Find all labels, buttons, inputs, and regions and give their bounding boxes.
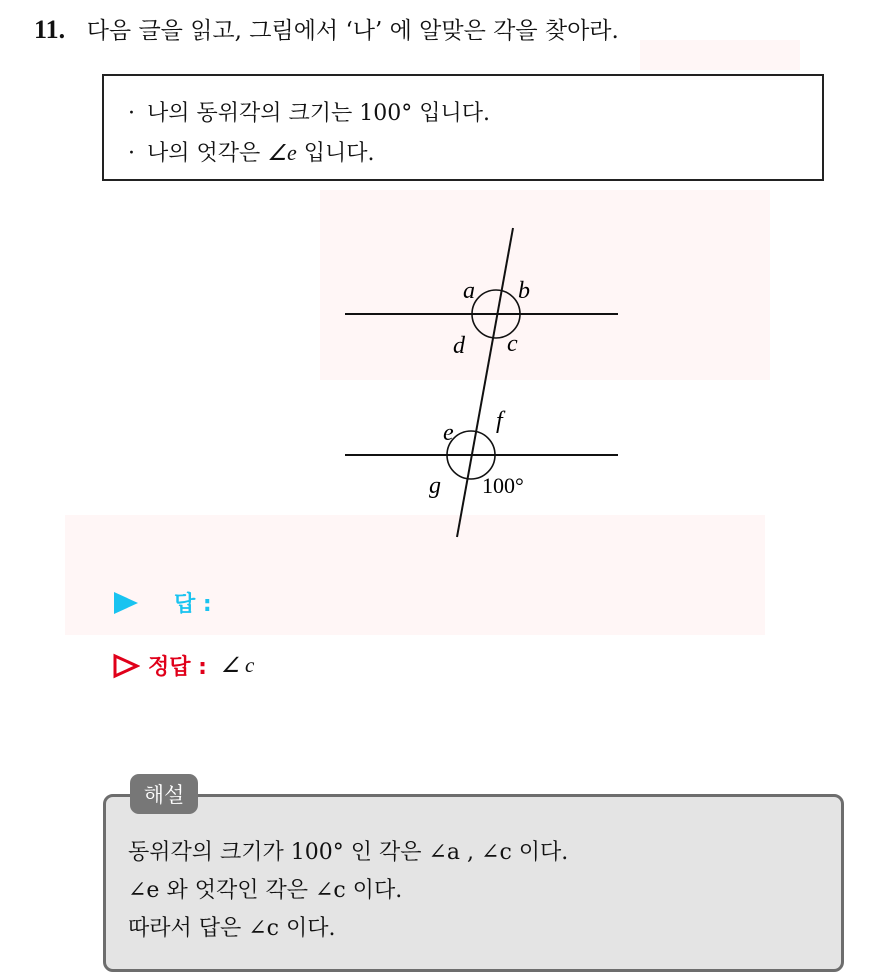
angle-label-c: c bbox=[507, 331, 518, 357]
condition-text: 나의 엇각은 bbox=[147, 141, 268, 166]
condition-line-2 bbox=[128, 136, 375, 167]
answer-label: 답 : bbox=[174, 592, 212, 617]
angle-label-g: g bbox=[429, 473, 441, 499]
correct-answer-label: 정답 : bbox=[148, 655, 207, 680]
explanation-line-3: 따라서 답은 ∠c 이다. bbox=[128, 916, 336, 941]
angle-label-a: a bbox=[463, 278, 475, 304]
explanation-box bbox=[103, 794, 844, 972]
background-patch bbox=[640, 40, 800, 70]
explanation-line-2: ∠e 와 엇각인 각은 ∠c 이다. bbox=[128, 878, 403, 903]
condition-box bbox=[102, 74, 824, 181]
explanation-tag: 해설 bbox=[130, 774, 198, 814]
parallel-lines-figure bbox=[330, 220, 630, 545]
condition-text: 나의 동위각의 크기는 100° 입니다. bbox=[147, 101, 490, 126]
angle-label-e: e bbox=[443, 420, 454, 446]
correct-answer-arrow-icon bbox=[112, 653, 140, 679]
condition-line-1 bbox=[128, 96, 490, 127]
explanation-line-1: 동위각의 크기가 100° 인 각은 ∠a , ∠c 이다. bbox=[128, 840, 569, 865]
angle-label-d: d bbox=[453, 333, 465, 359]
question-number: 11. bbox=[34, 15, 66, 44]
angle-label-b: b bbox=[518, 278, 530, 304]
condition-text: 입니다. bbox=[296, 141, 375, 166]
answer-row bbox=[112, 587, 428, 618]
answer-arrow-icon bbox=[112, 590, 140, 616]
angle-value-label: 100° bbox=[482, 473, 524, 498]
question-header bbox=[34, 12, 619, 45]
angle-symbol: ∠e bbox=[267, 140, 297, 165]
question-text: 다음 글을 읽고, 그림에서 ‘나’ 에 알맞은 각을 찾아라. bbox=[86, 18, 619, 44]
correct-answer-value: ∠ c bbox=[220, 653, 255, 677]
correct-answer-row bbox=[112, 650, 254, 681]
bullet-icon: · bbox=[128, 101, 135, 126]
bullet-icon: · bbox=[128, 141, 135, 166]
angle-label-f: f bbox=[496, 408, 503, 434]
